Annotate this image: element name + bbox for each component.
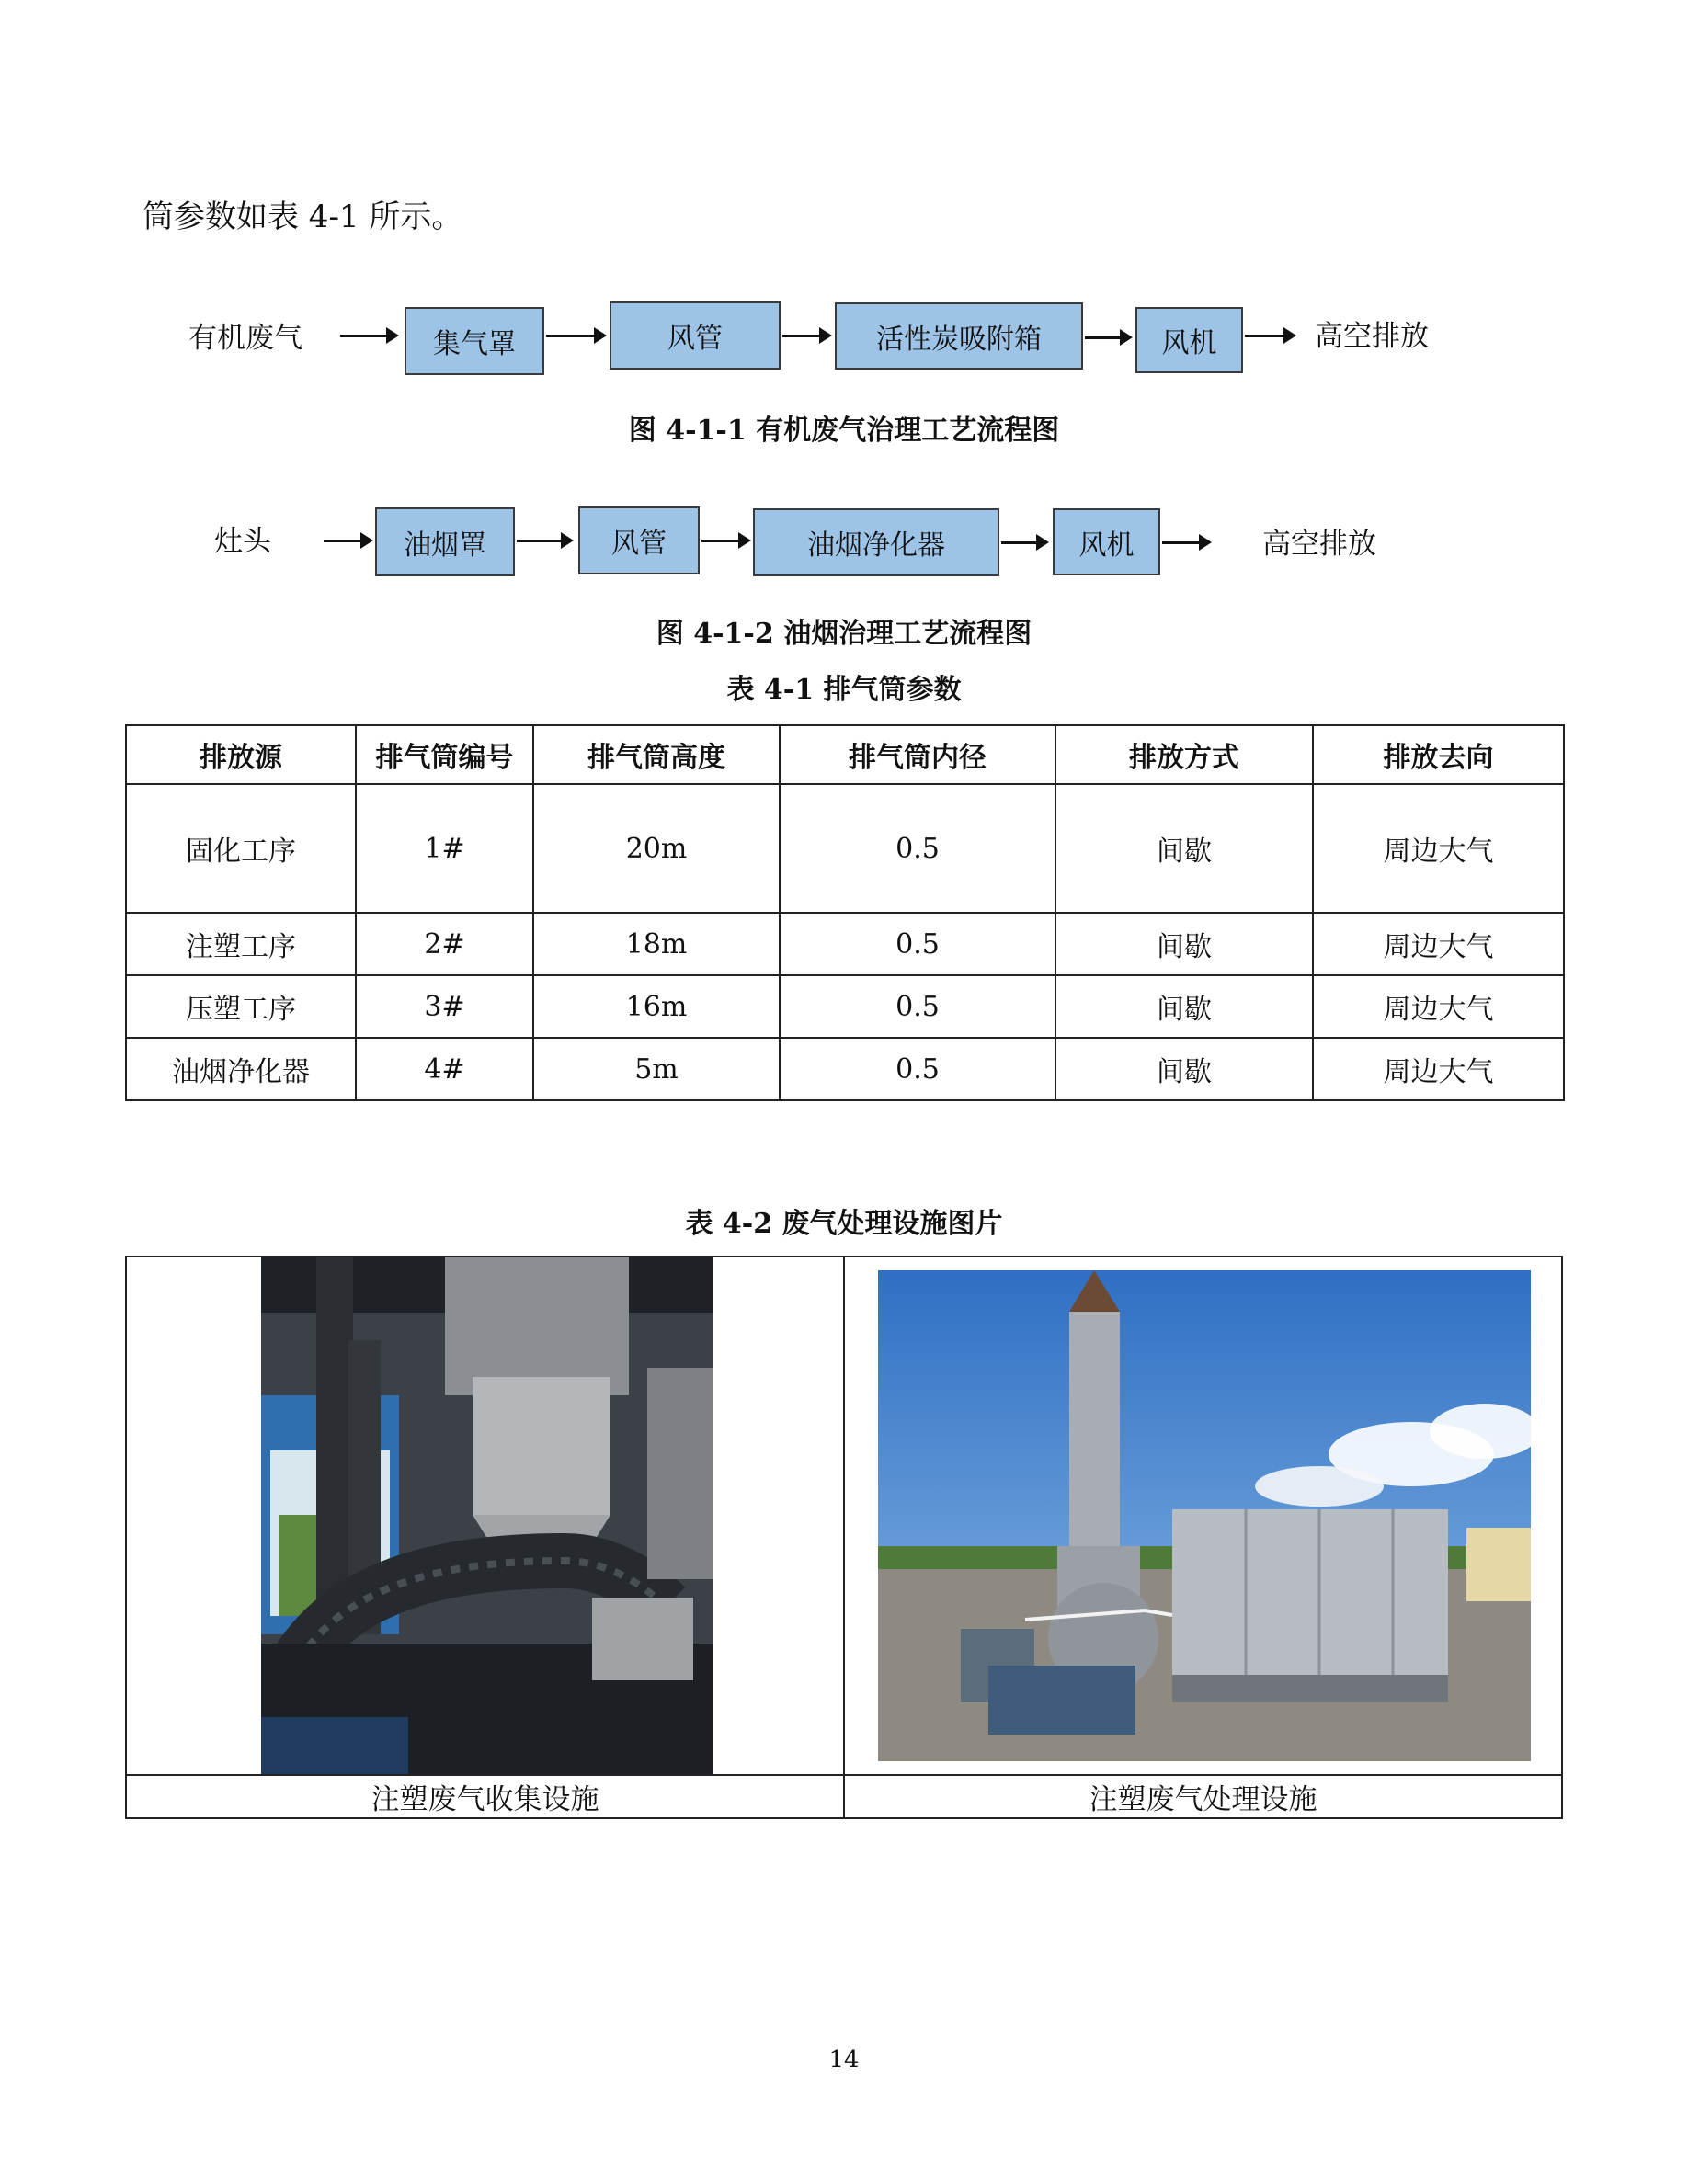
table-cell: 固化工序 xyxy=(126,784,356,913)
table-cell: 油烟净化器 xyxy=(126,1038,356,1100)
flow2-node-duct: 风管 xyxy=(578,506,700,574)
flow1-end: 高空排放 xyxy=(1315,320,1429,353)
table-cell: 间歇 xyxy=(1055,784,1313,913)
flow1-node-duct: 风管 xyxy=(610,301,781,370)
flow1-arrow-2 xyxy=(546,335,596,337)
table-row xyxy=(126,784,1564,913)
table-cell: 18m xyxy=(533,913,780,975)
table-cell: 间歇 xyxy=(1055,913,1313,975)
table-cell: 0.5 xyxy=(780,784,1055,913)
header-stack-diameter: 排气筒内径 xyxy=(780,725,1055,784)
figure-caption-4-1-1: 图 4-1-1 有机废气治理工艺流程图 xyxy=(628,415,1060,447)
table-cell: 3# xyxy=(356,975,533,1038)
figure-caption-4-1-2: 图 4-1-2 油烟治理工艺流程图 xyxy=(656,618,1032,650)
intro-paragraph: 筒参数如表 4-1 所示。 xyxy=(143,199,463,235)
table-cell: 周边大气 xyxy=(1313,913,1564,975)
photo-cell-left xyxy=(126,1257,844,1775)
table-cell: 2# xyxy=(356,913,533,975)
flow1-node-hood: 集气罩 xyxy=(405,307,544,375)
injection-exhaust-treatment-photo xyxy=(878,1270,1531,1761)
flow2-node-hood: 油烟罩 xyxy=(375,507,515,576)
table-caption-4-1: 表 4-1 排气筒参数 xyxy=(726,674,962,706)
table-cell: 注塑工序 xyxy=(126,913,356,975)
table-cell: 周边大气 xyxy=(1313,975,1564,1038)
flow1-arrow-4 xyxy=(1085,336,1122,339)
flow2-arrow-1 xyxy=(324,540,362,542)
table-cell: 5m xyxy=(533,1038,780,1100)
table-cell: 4# xyxy=(356,1038,533,1100)
flow1-node-fan: 风机 xyxy=(1135,307,1243,373)
header-emission-destination: 排放去向 xyxy=(1313,725,1564,784)
table-cell: 压塑工序 xyxy=(126,975,356,1038)
flow1-arrow-3 xyxy=(782,335,821,337)
table-cell: 周边大气 xyxy=(1313,1038,1564,1100)
table-cell: 间歇 xyxy=(1055,1038,1313,1100)
flow2-node-fan: 风机 xyxy=(1053,508,1160,575)
flow2-arrow-4 xyxy=(1001,541,1038,544)
page-number: 14 xyxy=(828,2046,860,2074)
table-cell: 1# xyxy=(356,784,533,913)
header-stack-height: 排气筒高度 xyxy=(533,725,780,784)
table-cell: 0.5 xyxy=(780,1038,1055,1100)
flow2-source: 灶头 xyxy=(214,525,271,558)
table-row xyxy=(126,975,1564,1038)
facility-photos-table xyxy=(125,1256,1563,1819)
table-cell: 间歇 xyxy=(1055,975,1313,1038)
table-cell: 0.5 xyxy=(780,975,1055,1038)
header-emission-mode: 排放方式 xyxy=(1055,725,1313,784)
flow2-node-purifier: 油烟净化器 xyxy=(753,508,999,576)
flow1-arrow-1 xyxy=(340,335,388,337)
flow2-arrow-3 xyxy=(701,540,740,542)
flow1-node-carbon-box: 活性炭吸附箱 xyxy=(835,302,1083,370)
header-emission-source: 排放源 xyxy=(126,725,356,784)
table-cell: 16m xyxy=(533,975,780,1038)
table-cell: 20m xyxy=(533,784,780,913)
photo-caption-treatment: 注塑废气处理设施 xyxy=(844,1775,1562,1818)
injection-exhaust-collection-photo xyxy=(261,1257,713,1774)
photo-caption-collection: 注塑废气收集设施 xyxy=(126,1775,844,1818)
table-row xyxy=(126,913,1564,975)
table-header-row xyxy=(126,725,1564,784)
flow2-end: 高空排放 xyxy=(1262,528,1376,561)
table-cell: 0.5 xyxy=(780,913,1055,975)
flow1-source: 有机废气 xyxy=(188,322,302,355)
flow1-arrow-5 xyxy=(1245,335,1285,337)
table-cell: 周边大气 xyxy=(1313,784,1564,913)
photo-cell-right xyxy=(844,1257,1562,1775)
exhaust-stack-parameters-table xyxy=(125,724,1565,1101)
table-caption-4-2: 表 4-2 废气处理设施图片 xyxy=(685,1208,1003,1240)
flow2-arrow-5 xyxy=(1162,541,1201,544)
flow2-arrow-2 xyxy=(517,540,563,542)
table-row xyxy=(126,1038,1564,1100)
header-stack-number: 排气筒编号 xyxy=(356,725,533,784)
